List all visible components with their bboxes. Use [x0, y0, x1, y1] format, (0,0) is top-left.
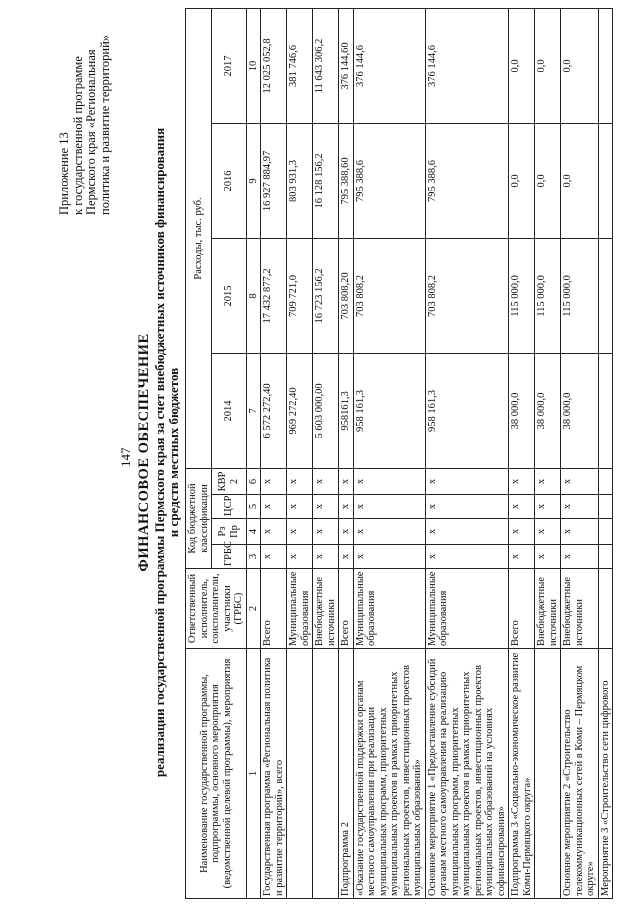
table-row: [261, 8, 287, 898]
appendix-line: к государственной программе: [70, 56, 85, 215]
row-value-cell: 16 927 884,97: [261, 123, 287, 238]
header-grbs: ГРБС: [212, 545, 247, 569]
row-code-cell: х: [425, 545, 509, 569]
row-code-cell: х: [313, 519, 339, 545]
row-value-cell: [598, 353, 613, 468]
row-code-cell: х: [535, 468, 561, 494]
row-code-cell: х: [313, 495, 339, 519]
row-code-cell: х: [509, 495, 535, 519]
row-code-cell: х: [561, 495, 599, 519]
row-value-cell: 709 721,0: [287, 238, 313, 353]
table-row: [509, 8, 535, 898]
column-numbers-row: [246, 8, 261, 898]
row-executor-cell: Всего: [261, 569, 287, 649]
table-row: [287, 8, 313, 898]
row-value-cell: 795 388,6: [353, 123, 425, 238]
row-value-cell: 115 000,0: [535, 238, 561, 353]
col-number: 8: [246, 238, 261, 353]
row-code-cell: х: [535, 545, 561, 569]
header-budget-code: Код бюджетной классификации: [186, 468, 212, 568]
document-subtitle: реализации государственной программы Пермского края за счет внебюджетных источников финансирования: [152, 127, 167, 778]
row-code-cell: [598, 545, 613, 569]
row-value-cell: 381 746,6: [287, 8, 313, 123]
document-title: ФИНАНСОВОЕ ОБЕСПЕЧЕНИЕ: [136, 333, 152, 572]
table-row: [598, 8, 613, 898]
header-csr: ЦСР: [212, 495, 247, 519]
row-code-cell: х: [313, 545, 339, 569]
row-value-cell: 703 808,2: [353, 238, 425, 353]
header-name: Наименование государственной программы, подпрограммы, основного мероприятия (ведомственной целевой программы), мероприятия: [186, 649, 247, 899]
row-code-cell: х: [261, 519, 287, 545]
row-value-cell: 703 808,20: [339, 238, 354, 353]
col-number: 6: [246, 468, 261, 494]
row-code-cell: х: [339, 495, 354, 519]
row-code-cell: [598, 468, 613, 494]
row-code-cell: х: [561, 545, 599, 569]
appendix-line: политика и развитие территорий»: [97, 34, 112, 215]
row-executor-cell: Внебюджетные источники: [313, 569, 339, 649]
row-code-cell: х: [353, 545, 425, 569]
row-executor-cell: Муниципальные образования: [425, 569, 509, 649]
row-value-cell: 38 000,0: [509, 353, 535, 468]
row-value-cell: 0,0: [561, 123, 599, 238]
appendix-note: [58, 35, 112, 215]
row-code-cell: х: [339, 519, 354, 545]
header-year: 2015: [212, 238, 247, 353]
row-value-cell: 115 000,0: [509, 238, 535, 353]
row-name-cell: Государственная программа «Региональная политика и развитие территорий», всего: [261, 649, 287, 899]
row-code-cell: х: [353, 468, 425, 494]
table-row: [425, 8, 509, 898]
row-code-cell: х: [287, 545, 313, 569]
row-value-cell: 11 643 306,2: [313, 8, 339, 123]
row-code-cell: х: [509, 519, 535, 545]
row-code-cell: х: [535, 519, 561, 545]
table-row: [561, 8, 599, 898]
row-code-cell: х: [425, 519, 509, 545]
row-code-cell: х: [287, 495, 313, 519]
table-row: [353, 8, 425, 898]
row-value-cell: 958 161,3: [425, 353, 509, 468]
row-name-cell: Подпрограмма 3 «Социально-экономическое развитие Коми-Пермяцкого округа»: [509, 649, 535, 899]
row-name-cell: [287, 649, 313, 899]
row-value-cell: 376 144,6: [425, 8, 509, 123]
row-value-cell: 16 128 156,2: [313, 123, 339, 238]
row-value-cell: 115 000,0: [561, 238, 599, 353]
row-executor-cell: Внебюджетные источники: [535, 569, 561, 649]
row-name-cell: «Оказание государственной поддержки органам местного самоуправления при реализации муниципальных программ, приоритетных муниципальных проектов в рамках приоритетных региональных проектов, инвестиционных проектов муниципальных образований»: [353, 649, 425, 899]
row-value-cell: 969 272,40: [287, 353, 313, 468]
row-value-cell: 795 388,6: [425, 123, 509, 238]
row-code-cell: х: [425, 495, 509, 519]
row-value-cell: [598, 8, 613, 123]
col-number: 4: [246, 519, 261, 545]
row-value-cell: [598, 238, 613, 353]
table-row: [535, 8, 561, 898]
row-code-cell: х: [339, 468, 354, 494]
row-code-cell: х: [561, 519, 599, 545]
row-executor-cell: Всего: [339, 569, 354, 649]
row-code-cell: х: [561, 468, 599, 494]
header-executor: Ответственный исполнитель, соисполнители, участники (ГРБС): [186, 569, 247, 649]
financing-table: [185, 8, 613, 899]
row-value-cell: 376 144,60: [339, 8, 354, 123]
row-executor-cell: Внебюджетные источники: [561, 569, 599, 649]
row-code-cell: х: [353, 495, 425, 519]
row-name-cell: Мероприятие 3 «Строительство сети цифрового: [598, 649, 613, 899]
row-code-cell: х: [353, 519, 425, 545]
row-code-cell: х: [425, 468, 509, 494]
row-executor-cell: Всего: [509, 569, 535, 649]
col-number: 10: [246, 8, 261, 123]
row-value-cell: 5 603 000,00: [313, 353, 339, 468]
header-expenses: Расходы, тыс. руб.: [186, 8, 212, 468]
col-number: 5: [246, 495, 261, 519]
row-value-cell: [598, 123, 613, 238]
row-name-cell: [535, 649, 561, 899]
col-number: 7: [246, 353, 261, 468]
row-code-cell: х: [509, 468, 535, 494]
row-name-cell: [313, 649, 339, 899]
row-value-cell: 16 723 156,2: [313, 238, 339, 353]
row-value-cell: 0,0: [535, 8, 561, 123]
header-year: 2014: [212, 353, 247, 468]
header-rzpr: Рз Пр: [212, 519, 247, 545]
appendix-line: Пермского края «Региональная: [84, 49, 98, 215]
header-kvr: КВР 2: [212, 468, 247, 494]
row-value-cell: 38 000,0: [561, 353, 599, 468]
row-value-cell: 0,0: [509, 8, 535, 123]
row-name-cell: Основное мероприятие 1 «Предоставление субсидий органам местного самоуправления на реализацию муниципальных программ, приоритетных муниципальных проектов в рамках приоритетных региональных проектов, инвестиционных проектов муниципальных образований на условиях софинансирования»: [425, 649, 509, 899]
row-code-cell: х: [261, 545, 287, 569]
row-code-cell: х: [287, 519, 313, 545]
table-row: [313, 8, 339, 898]
row-executor-cell: Муниципальные образования: [287, 569, 313, 649]
col-number: 2: [246, 569, 261, 649]
row-name-cell: Подпрограмма 2: [339, 649, 354, 899]
row-value-cell: 376 144,6: [353, 8, 425, 123]
row-code-cell: х: [261, 495, 287, 519]
row-value-cell: 795 388,60: [339, 123, 354, 238]
row-code-cell: [598, 495, 613, 519]
row-code-cell: х: [535, 495, 561, 519]
row-value-cell: 6 572 272,40: [261, 353, 287, 468]
col-number: 1: [246, 649, 261, 899]
row-value-cell: 38 000,0: [535, 353, 561, 468]
row-code-cell: [598, 519, 613, 545]
header-year: 2016: [212, 123, 247, 238]
document-subtitle-cont: и средств местных бюджетов: [166, 367, 181, 538]
table-row: [339, 8, 354, 898]
row-executor-cell: Муниципальные образования: [353, 569, 425, 649]
row-value-cell: 17 432 877,2: [261, 238, 287, 353]
row-code-cell: х: [509, 545, 535, 569]
row-value-cell: 12 025 052,8: [261, 8, 287, 123]
row-code-cell: х: [287, 468, 313, 494]
row-value-cell: 803 931,3: [287, 123, 313, 238]
row-code-cell: х: [261, 468, 287, 494]
row-value-cell: 0,0: [561, 8, 599, 123]
row-value-cell: 0,0: [509, 123, 535, 238]
col-number: 9: [246, 123, 261, 238]
row-code-cell: х: [339, 545, 354, 569]
row-code-cell: х: [313, 468, 339, 494]
appendix-line: Приложение 13: [57, 132, 71, 215]
row-value-cell: 703 808,2: [425, 238, 509, 353]
row-value-cell: 0,0: [535, 123, 561, 238]
row-value-cell: 958 161,3: [353, 353, 425, 468]
col-number: 3: [246, 545, 261, 569]
page-number: 147: [118, 447, 133, 467]
header-year: 2017: [212, 8, 247, 123]
row-executor-cell: [598, 569, 613, 649]
row-value-cell: 958161,3: [339, 353, 354, 468]
row-name-cell: Основное мероприятие 2 «Строительство телекоммуникационных сетей в Коми – Пермяцком округе»: [561, 649, 599, 899]
